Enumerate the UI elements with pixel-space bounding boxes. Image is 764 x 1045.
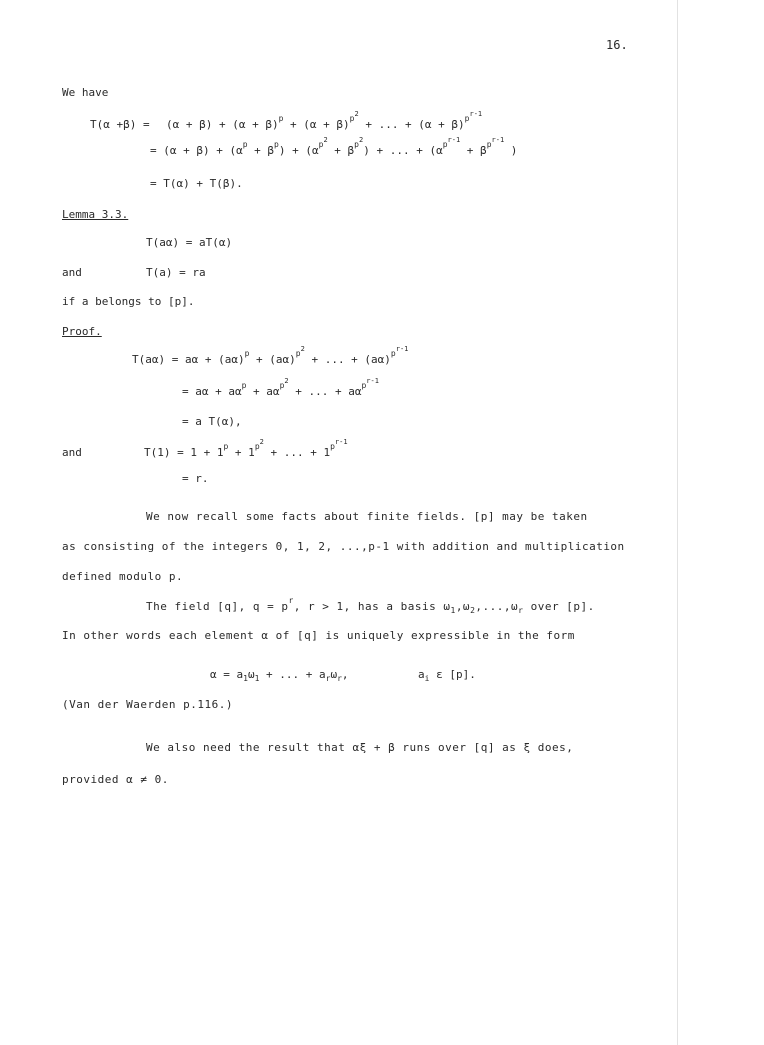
lemma-title: Lemma 3.3.	[62, 208, 129, 221]
paragraph-3-line-2: provided α ≠ 0.	[62, 773, 169, 786]
equation-lhs: T(α +β) =	[90, 118, 150, 131]
basis-formula: $\alpha = a_1\omega_1$ + ... + $a_r\omega_r$,	[210, 668, 349, 683]
intro-text: We have	[62, 86, 109, 99]
proof-line-4: $T(1) = 1 + 1^p + 1^{p^2}$ + ... + $1^{p^{r-1}}$	[144, 438, 348, 459]
paragraph-1-line-2: as consisting of the integers 0, 1, 2, ...,p-1 with addition and multiplication	[62, 540, 625, 553]
proof-line-2: = $a\alpha + a\alpha^p + a\alpha^{p^2}$ + ... + $a\alpha^{p^{r-1}}$	[182, 377, 379, 398]
paragraph-3-line-1: We also need the result that αξ + β runs over [q] as ξ does,	[146, 741, 574, 754]
citation: (Van der Waerden p.116.)	[62, 698, 233, 711]
proof-line-1: $T(a\alpha) = a\alpha + (a\alpha)^p + (a\alpha)^{p^2}$ + ... + $(a\alpha)^{p^{r-1}}$	[132, 345, 409, 366]
equation-line-3: = T(α) + T(β).	[150, 177, 243, 190]
coefficient-membership: $a_i$ ε [p].	[418, 668, 476, 683]
paragraph-1-line-3: defined modulo p.	[62, 570, 184, 583]
paragraph-1-line-1: We now recall some facts about finite fields. [p] may be taken	[146, 510, 588, 523]
lemma-condition: if a belongs to [p].	[62, 295, 195, 308]
proof-title: Proof.	[62, 325, 102, 338]
proof-and-label: and	[62, 446, 82, 459]
proof-line-3: = a T(α),	[182, 415, 242, 428]
lemma-and-label: and	[62, 266, 82, 279]
proof-line-5: = r.	[182, 472, 209, 485]
lemma-equation-2: T(a) = ra	[146, 266, 206, 279]
page-number: 16.	[606, 38, 628, 52]
page-edge	[677, 0, 678, 1045]
paragraph-2-line-1: The field [q], $q = p^r$, r > 1, has a basis $\omega_1,\omega_2,...,\omega_r$ over [p].	[146, 596, 595, 615]
equation-line-1: $(\alpha + \beta) + (\alpha + \beta)^p + (\alpha + \beta)^{p^2}$ + ... + $(\alpha + \beta)^{p^{r-1}}$	[166, 110, 483, 131]
lemma-equation-1: T(aα) = aT(α)	[146, 236, 233, 249]
equation-line-2: = $(\alpha + \beta) + (\alpha^p + \beta^p) + (\alpha^{p^2} + \beta^{p^2})$ + ... + ($\alpha^{p^{r-1}} + \beta^{p^{r-1}}$ )	[150, 136, 518, 157]
paragraph-2-line-2: In other words each element α of [q] is uniquely expressible in the form	[62, 629, 575, 642]
